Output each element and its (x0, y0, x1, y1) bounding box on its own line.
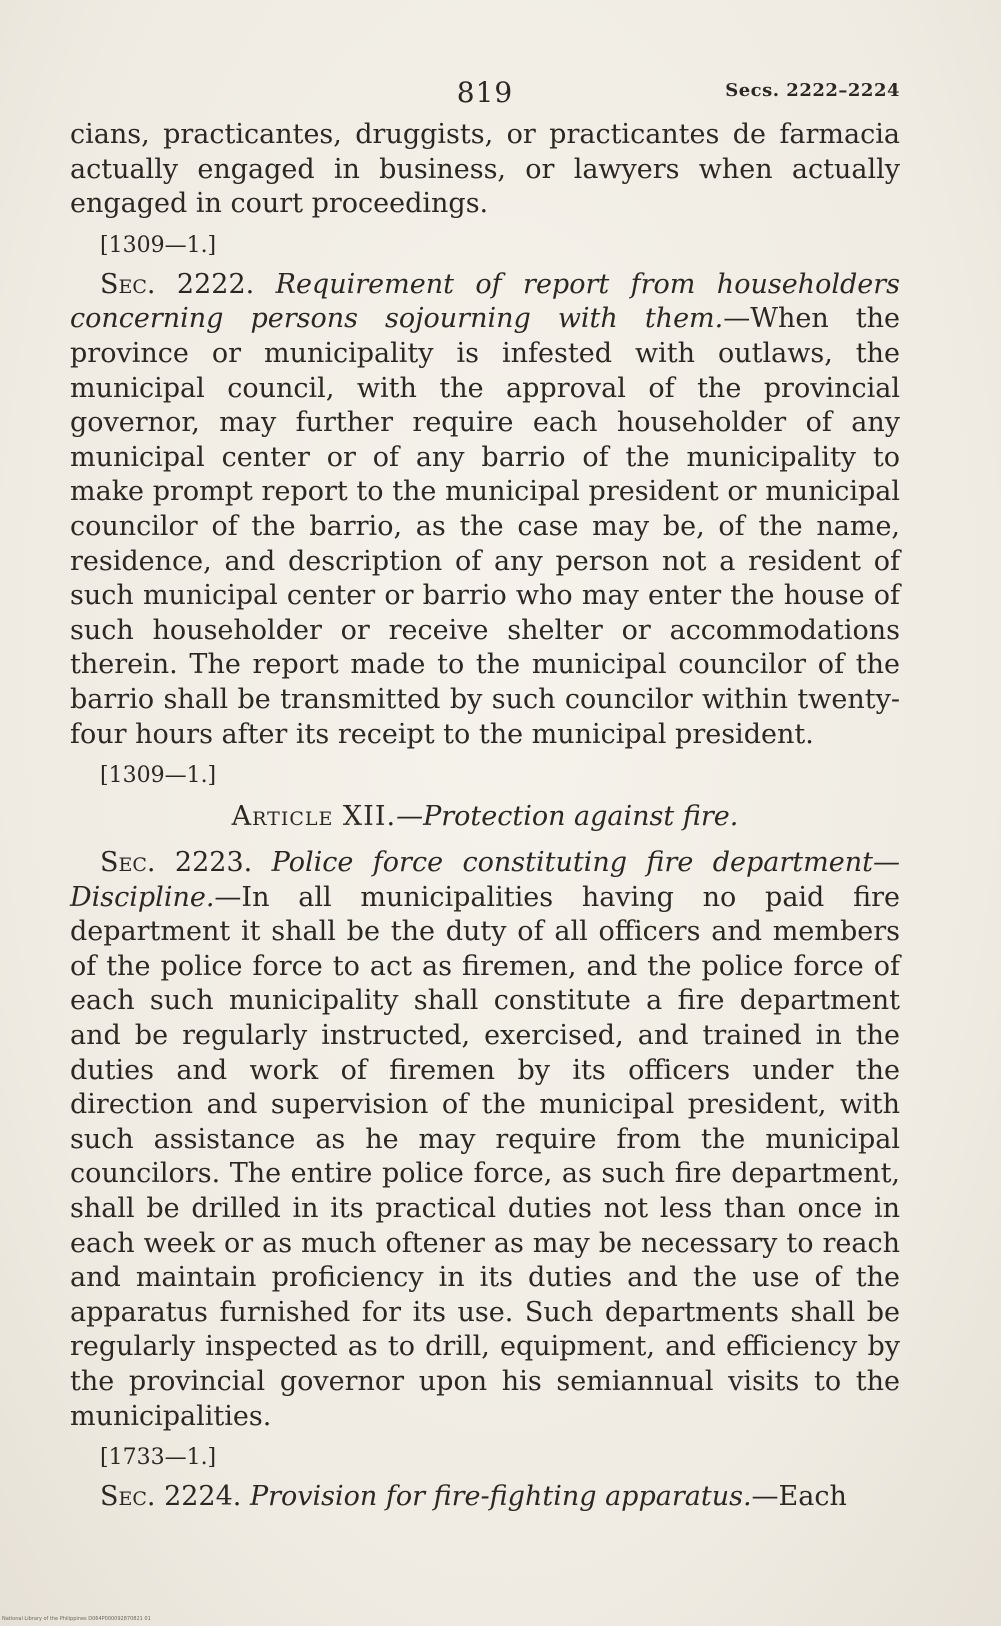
source-citation: [1733—1.] (100, 1445, 217, 1471)
section-body: —When the province or municipality is infested with outlaws, the municipal council, with the approval of the provincial governor, may further require each householder of any municipal center or of any barrio of the municipality to make prompt report to the municipal president or municipal councilor of the barrio, as the case may be, of the name, residence, and description of any person not a resident of such municipal center or barrio who may enter the house of such householder or receive shelter or accommodations therein. The report made to the municipal councilor of the barrio shall be transmitted by such councilor within twenty-four hours after its receipt to the municipal president. (70, 303, 900, 750)
section-body: —In all municipalities having no paid fire department it shall be the duty of all officers and members of the police force to act as firemen, and the police force of each such municipality shall constitute a fire department and be regularly instructed, exercised, and trained in the duties and work of firemen by its officers under the direction and supervision of the municipal president, with such assistance as he may require from the municipal councilors. The entire police force, as such fire department, shall be drilled in its practical duties not less than once in each week or as much oftener as may be necessary to reach and maintain proficiency in its duties and the use of the apparatus furnished for its use. Such departments shall be regularly inspected as to drill, equipment, and efficiency by the provincial governor upon his semiannual visits to the municipalities. (70, 881, 900, 1432)
section-label: Sec. 2223. (100, 847, 253, 879)
source-citation: [1309—1.] (100, 763, 217, 789)
continuation-paragraph: cians, practicantes, druggists, or practicantes de farmacia actually engaged in business, or lawyers when actually engaged in court proceedings. (70, 119, 900, 220)
article-heading (70, 798, 900, 836)
page-header (70, 70, 900, 118)
section-caption: Requirement of report from householders concerning persons sojourning with them. (70, 268, 900, 335)
document-page (70, 70, 900, 1540)
article-title: —Protection against fire. (396, 801, 739, 833)
section-2224 (70, 1480, 900, 1515)
section-body: —Each (751, 1481, 847, 1513)
source-citation: [1309—1.] (100, 232, 217, 258)
article-label: Article XII. (231, 801, 397, 833)
section-caption: Police force constituting fire department—Discipline. (70, 847, 900, 913)
section-label: Sec. 2224. (100, 1481, 242, 1513)
section-label: Sec. 2222. (100, 268, 255, 300)
section-2223 (70, 846, 900, 1434)
section-2222 (70, 268, 900, 752)
running-head: Secs. 2222–2224 (725, 80, 900, 101)
page-number: 819 (456, 76, 514, 109)
scan-footer-note: National Library of the Philippines D064P000092870821 01 (2, 1616, 151, 1622)
section-caption: Provision for fire-fighting apparatus. (249, 1481, 752, 1513)
